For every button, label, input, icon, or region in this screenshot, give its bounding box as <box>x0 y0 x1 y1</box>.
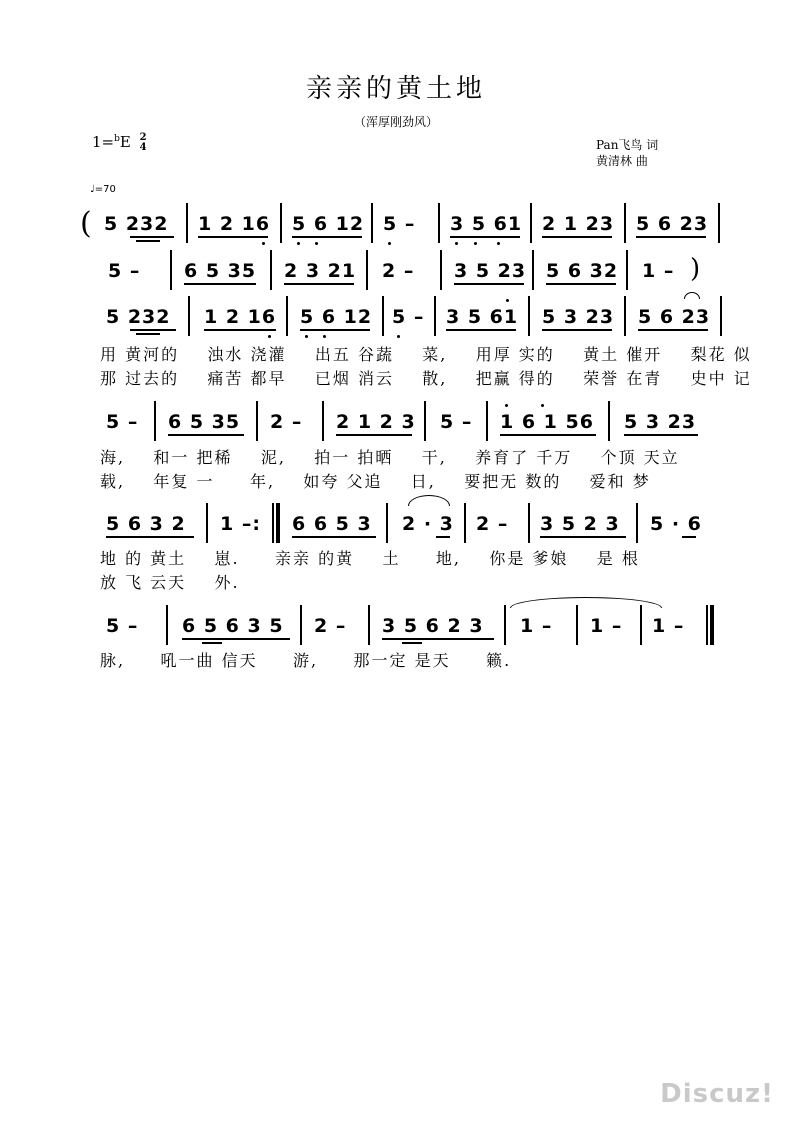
barline <box>300 605 302 645</box>
low-dot <box>497 242 500 245</box>
barline <box>424 401 426 441</box>
underline <box>542 236 612 238</box>
barline <box>486 401 488 441</box>
barline <box>154 401 156 441</box>
measure: 5 232 <box>106 306 171 328</box>
measure: 6 5 35 <box>184 260 257 282</box>
low-dot <box>268 335 271 338</box>
underline <box>184 283 256 285</box>
barline <box>608 401 610 441</box>
measure: 5 3 23 <box>542 306 615 328</box>
song-title: 亲亲的黄土地 <box>305 74 486 104</box>
barline <box>626 250 628 290</box>
credits <box>596 137 658 169</box>
measure: 5 6 12 <box>292 213 365 235</box>
underline <box>182 638 290 640</box>
barline <box>532 250 534 290</box>
barline <box>640 605 642 645</box>
lyrics-verse-2-row-4: 载, 年复 一 年, 如夸 父追 日, 要把无 数的 爱和 梦 <box>100 472 651 491</box>
barline <box>186 203 188 243</box>
intro-close-paren: ) <box>690 254 701 284</box>
barline <box>624 296 626 336</box>
measure: 5 6 23 <box>638 306 711 328</box>
staff-row-3 <box>100 302 722 332</box>
staff-row-6 <box>100 611 722 641</box>
underline <box>336 434 412 436</box>
underline <box>292 536 376 538</box>
barline <box>170 250 172 290</box>
high-dot <box>505 404 508 407</box>
lyrics-verse-1-row-3: 用 黄河的 浊水 浇灌 出五 谷蔬 菜, 用厚 实的 黄土 催开 梨花 似 <box>100 345 752 364</box>
measure: 2 – <box>270 411 303 433</box>
measure: 5 – <box>106 615 139 637</box>
measure: 2 · 3 <box>402 513 454 535</box>
low-dot <box>305 335 308 338</box>
underline <box>638 329 708 331</box>
measure: 5 6 12 <box>300 306 373 328</box>
underline <box>130 329 176 331</box>
underline <box>382 638 494 640</box>
lyrics-verse-2-row-5: 放 飞 云天 外. <box>100 573 240 592</box>
measure: 5 – <box>108 260 141 282</box>
measure: 2 3 21 <box>284 260 357 282</box>
song-subtitle: （浑厚刚劲风） <box>353 115 438 129</box>
intro-open-paren: ( <box>80 206 92 241</box>
measure: 1 6 1 56 <box>500 411 594 433</box>
underline <box>540 536 626 538</box>
underline <box>450 236 520 238</box>
measure: 5 – <box>440 411 473 433</box>
measure: 2 – <box>314 615 347 637</box>
low-dot <box>455 242 458 245</box>
repeat-barline <box>272 503 281 543</box>
time-signature <box>140 133 147 153</box>
underline <box>136 333 160 335</box>
barline <box>188 296 190 336</box>
underline <box>300 329 370 331</box>
measure: 5 3 23 <box>624 411 697 433</box>
measure: 6 5 35 <box>168 411 241 433</box>
measure: 3 5 2 3 <box>540 513 620 535</box>
measure: 5 – <box>392 306 425 328</box>
barline <box>166 605 168 645</box>
barline <box>280 203 282 243</box>
underline <box>136 240 160 242</box>
low-dot <box>323 335 326 338</box>
slur <box>408 495 450 506</box>
barline <box>464 503 466 543</box>
barline <box>322 401 324 441</box>
slur <box>684 292 700 299</box>
measure: 1 – <box>642 260 675 282</box>
measure: 5 – <box>383 213 416 235</box>
measure: 6 6 5 3 <box>292 513 372 535</box>
measure: 5 6 3 2 <box>106 513 186 535</box>
underline <box>402 642 422 644</box>
low-dot <box>315 242 318 245</box>
barline <box>528 503 530 543</box>
barline <box>366 250 368 290</box>
staff-row-4 <box>100 407 722 437</box>
measure: 5 6 23 <box>636 213 709 235</box>
barline <box>528 296 530 336</box>
underline <box>446 329 516 331</box>
barline <box>624 203 626 243</box>
composer: 黄清林 曲 <box>596 154 648 168</box>
underline <box>292 236 362 238</box>
underline <box>284 283 354 285</box>
barline <box>386 503 388 543</box>
key-note: E <box>119 133 131 151</box>
lyrics-verse-1-row-4: 海, 和一 把稀 泥, 拍一 拍晒 干, 养育了 千万 个顶 天立 <box>100 448 680 467</box>
high-dot <box>541 404 544 407</box>
measure: 3 5 61 <box>450 213 523 235</box>
barline <box>718 203 720 243</box>
time-top: 2 <box>139 132 147 143</box>
measure: 5 · 6 <box>650 513 702 535</box>
barline <box>636 503 638 543</box>
measure: 1 2 16 <box>198 213 271 235</box>
measure: 3 5 6 2 3 <box>382 615 484 637</box>
tie <box>510 597 662 608</box>
measure: 1 – <box>590 615 623 637</box>
measure: 1 –: <box>220 513 261 535</box>
tempo-mark: ♩=70 <box>90 184 116 195</box>
measure: 1 – <box>652 615 685 637</box>
measure: 5 6 32 <box>546 260 619 282</box>
measure: 2 1 23 <box>542 213 615 235</box>
final-barline <box>706 605 715 645</box>
underline <box>624 434 698 436</box>
barline <box>438 203 440 243</box>
barline <box>382 296 384 336</box>
key-signature <box>92 133 147 153</box>
lyrics-verse-1-row-5: 地 的 黄土 崽. 亲亲 的黄 土 地, 你是 爹娘 是 根 <box>100 549 640 568</box>
barline <box>720 296 722 336</box>
barline <box>434 296 436 336</box>
staff-row-5 <box>100 509 722 539</box>
barline <box>286 296 288 336</box>
staff-row-1 <box>100 209 722 239</box>
lyrics-verse-2-row-3: 那 过去的 痛苦 都早 已烟 消云 散, 把赢 得的 荣誉 在青 史中 记 <box>100 369 752 388</box>
underline <box>454 283 524 285</box>
low-dot <box>262 242 265 245</box>
low-dot <box>474 242 477 245</box>
barline <box>576 605 578 645</box>
underline <box>682 536 696 538</box>
measure: 3 5 61 <box>446 306 519 328</box>
underline <box>130 236 174 238</box>
measure: 1 – <box>520 615 553 637</box>
underline <box>546 283 616 285</box>
flat-sign: b <box>114 134 120 144</box>
underline <box>168 434 244 436</box>
underline <box>636 236 706 238</box>
key-prefix: 1= <box>92 133 115 151</box>
measure: 5 232 <box>104 213 169 235</box>
measure: 5 – <box>106 411 139 433</box>
barline <box>530 203 532 243</box>
low-dot <box>297 242 300 245</box>
lyricist: Pan飞鸟 词 <box>596 138 659 152</box>
barline <box>206 503 208 543</box>
measure: 2 – <box>476 513 509 535</box>
high-dot <box>506 299 509 302</box>
watermark-logo: Discuz! <box>660 1079 774 1109</box>
underline <box>204 329 276 331</box>
underline <box>202 642 222 644</box>
barline <box>371 203 373 243</box>
barline <box>270 250 272 290</box>
time-bottom: 4 <box>139 142 147 153</box>
underline <box>542 329 612 331</box>
low-dot <box>388 242 391 245</box>
measure: 3 5 23 <box>454 260 527 282</box>
measure: 6 5 6 3 5 <box>182 615 284 637</box>
measure: 1 2 16 <box>204 306 277 328</box>
measure: 2 – <box>382 260 415 282</box>
underline <box>106 536 194 538</box>
barline <box>504 605 506 645</box>
barline <box>440 250 442 290</box>
low-dot <box>397 335 400 338</box>
lyrics-verse-1-row-6: 脉, 吼一曲 信天 游, 那一定 是天 籁. <box>100 651 512 670</box>
barline <box>256 401 258 441</box>
measure: 2 1 2 3 <box>336 411 416 433</box>
underline <box>198 236 268 238</box>
barline <box>368 605 370 645</box>
underline <box>436 536 450 538</box>
underline <box>500 434 596 436</box>
staff-row-2 <box>100 256 722 286</box>
